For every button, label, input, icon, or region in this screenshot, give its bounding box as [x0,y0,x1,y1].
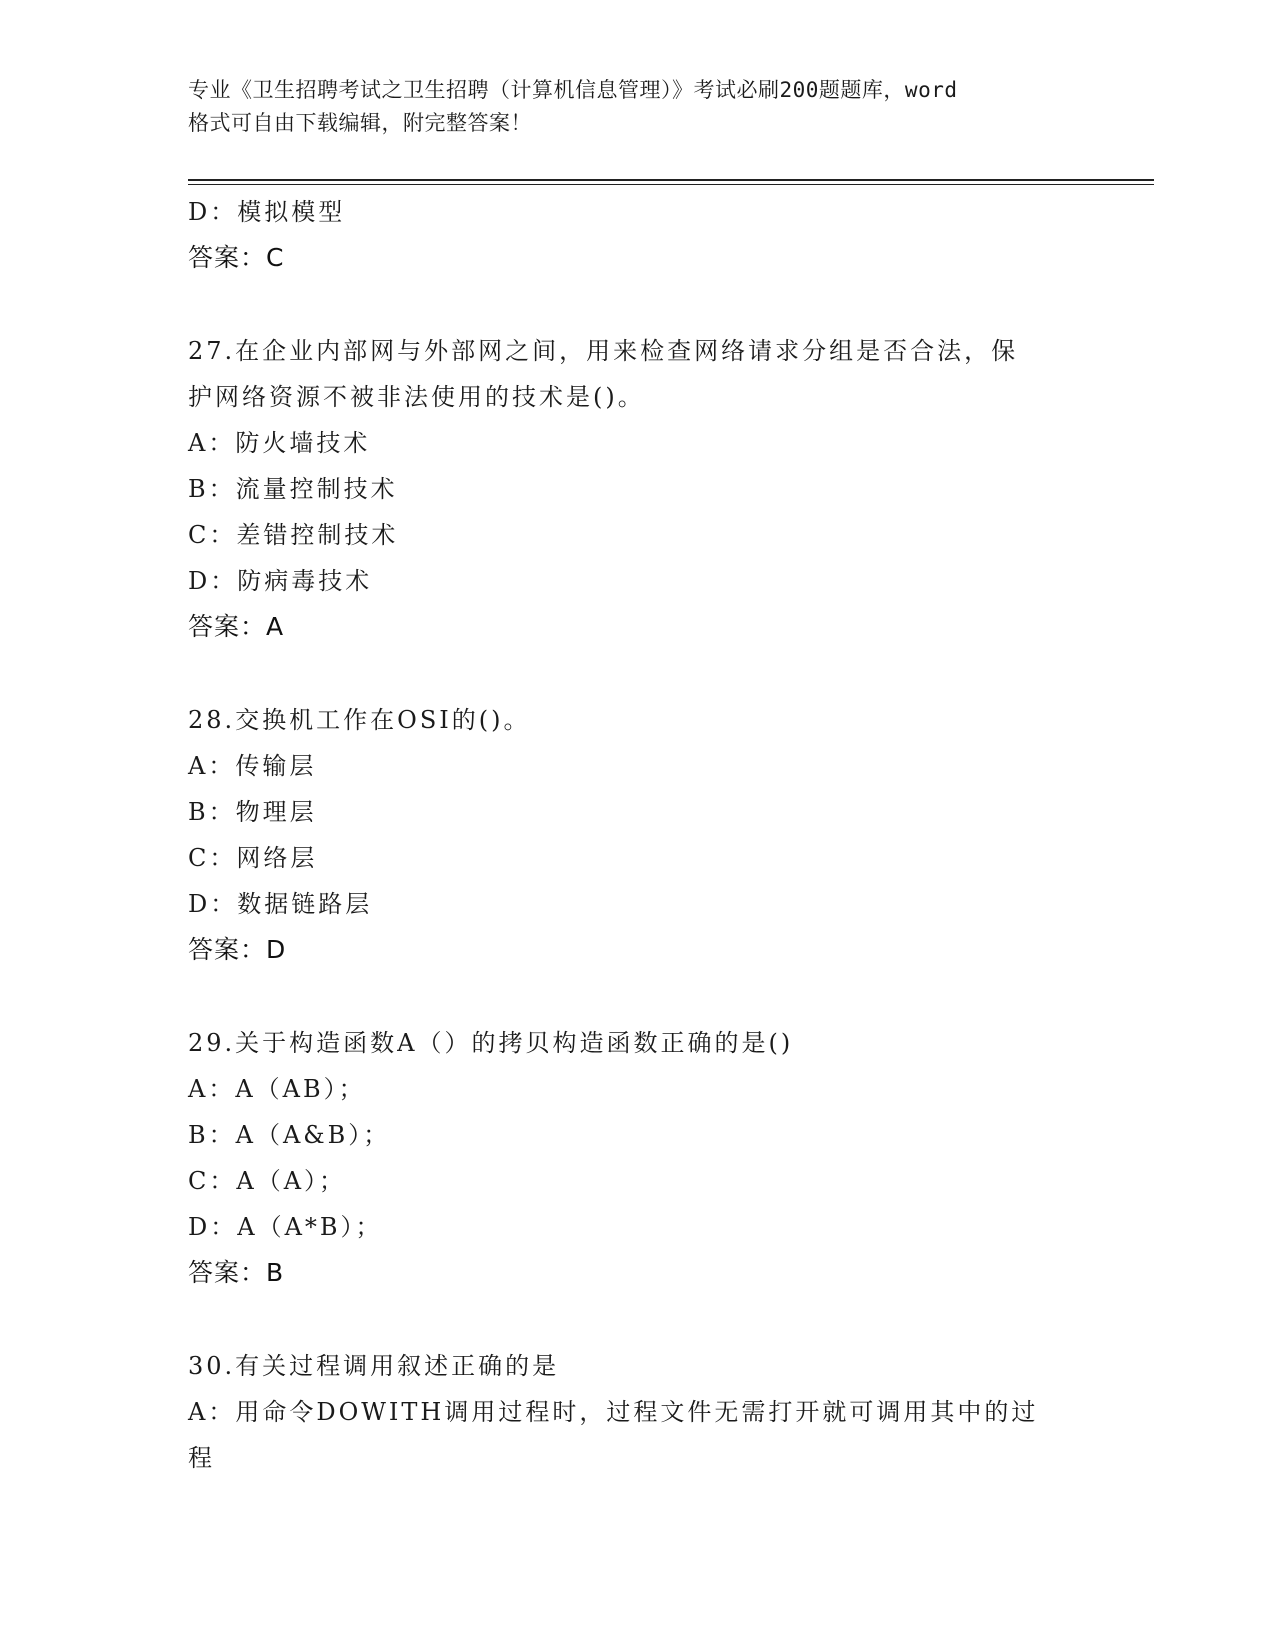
question-title: 27.在企业内部网与外部网之间，用来检查网络请求分组是否合法，保 [188,337,1019,365]
question-30 [188,1343,1088,1481]
option-c: C：网络层 [188,844,318,872]
option-a-cont: 程 [188,1444,215,1472]
spacer [188,650,1088,697]
spacer [188,281,1088,328]
option-d: D：数据链路层 [188,890,373,918]
option-a: A：A（AB）； [188,1075,366,1103]
option-d: D：防病毒技术 [188,567,373,595]
answer: 答案：A [188,612,285,641]
header-line-1: 专业《卫生招聘考试之卫生招聘（计算机信息管理）》考试必刷200题题库，word [188,78,958,102]
question-29 [188,1020,1088,1296]
option-c: C：A（A）； [188,1167,347,1195]
prev-answer: 答案：C [188,243,285,272]
option-c: C：差错控制技术 [188,521,399,549]
answer: 答案：B [188,1258,285,1287]
document-header [188,74,1108,140]
question-title: 30.有关过程调用叙述正确的是 [188,1352,560,1380]
spacer [188,973,1088,1020]
option-a: A：防火墙技术 [188,429,371,457]
option-d: D：A（A*B）； [188,1213,383,1241]
prev-option-d: D：模拟模型 [188,198,346,226]
spacer [188,1296,1088,1343]
header-divider-thick [188,179,1154,181]
question-title: 29.关于构造函数A（）的拷贝构造函数正确的是() [188,1029,794,1057]
option-b: B：流量控制技术 [188,475,398,503]
option-a: A：传输层 [188,752,317,780]
option-a: A：用命令DOWITH调用过程时，过程文件无需打开就可调用其中的过 [188,1398,1039,1426]
answer: 答案：D [188,935,287,964]
question-28 [188,697,1088,973]
question-title-cont: 护网络资源不被非法使用的技术是()。 [188,383,645,411]
question-27 [188,328,1088,650]
header-line-2: 格式可自由下载编辑，附完整答案！ [188,111,532,135]
question-content [188,189,1088,1481]
question-title: 28.交换机工作在OSI的()。 [188,706,531,734]
header-divider-thin [188,184,1154,185]
option-b: B：物理层 [188,798,317,826]
option-b: B：A（A&B）； [188,1121,391,1149]
